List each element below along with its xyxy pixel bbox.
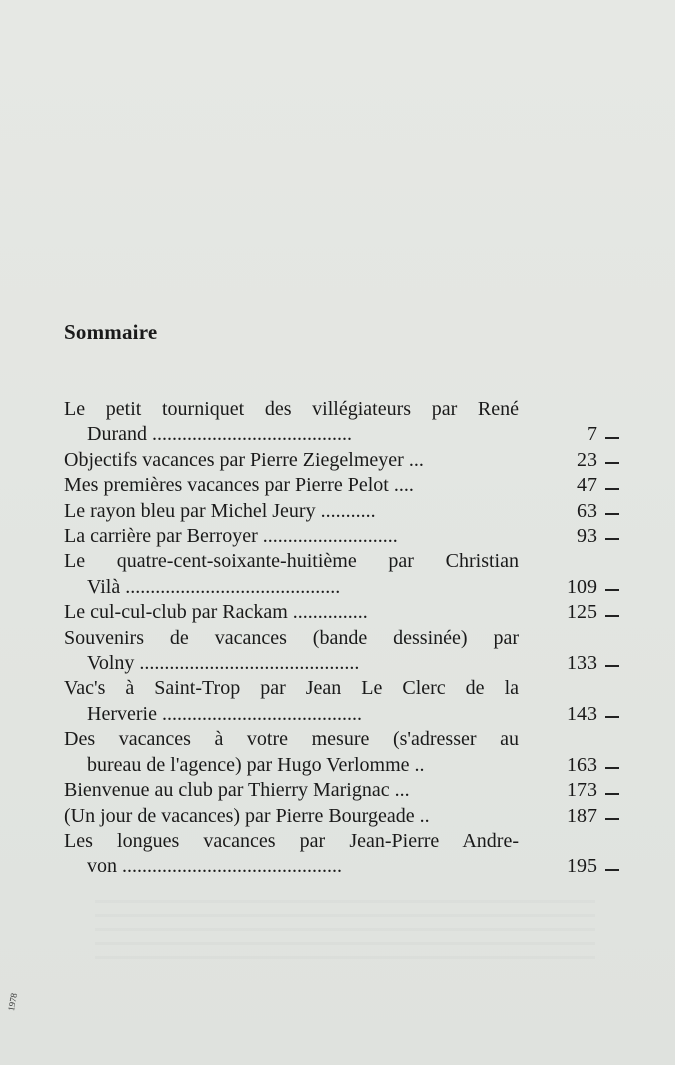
toc-page-number: 7 [587, 423, 597, 446]
toc-entry-title: Objectifs vacances par Pierre Ziegelmeyer ... [64, 448, 424, 471]
toc-entry-continuation: Vilà ........................................... [87, 575, 341, 598]
toc-entry [64, 626, 619, 677]
toc-entry [64, 829, 619, 880]
toc-entry-title: Souvenirs de vacances (bande dessinée) par [64, 626, 519, 649]
table-of-contents [64, 397, 619, 880]
toc-entry-continuation: bureau de l'agence) par Hugo Verlomme .. [87, 753, 425, 776]
toc-page-number: 23 [577, 448, 597, 471]
toc-entry [64, 397, 619, 448]
pencil-tick-mark [605, 488, 619, 490]
toc-entry [64, 804, 619, 829]
toc-entry-title: Bienvenue au club par Thierry Marignac ... [64, 779, 410, 802]
toc-page-number: 63 [577, 499, 597, 522]
toc-entry-continuation: Herverie ........................................ [87, 702, 362, 725]
show-through-text [270, 190, 650, 256]
toc-entry-title: Les longues vacances par Jean-Pierre Andre- [64, 829, 519, 852]
pencil-tick-mark [605, 818, 619, 820]
pencil-tick-mark [605, 767, 619, 769]
pencil-tick-mark [605, 665, 619, 667]
toc-entry-continuation: Volny ............................................ [87, 652, 360, 675]
pencil-tick-mark [605, 513, 619, 515]
margin-stamp: 1978 [6, 992, 19, 1012]
toc-entry [64, 524, 619, 549]
toc-entry-title: Mes premières vacances par Pierre Pelot .... [64, 474, 414, 497]
toc-entry [64, 473, 619, 498]
toc-entry [64, 549, 619, 600]
toc-entry [64, 727, 619, 778]
toc-entry [64, 600, 619, 625]
toc-entry-continuation: Durand ........................................ [87, 423, 352, 446]
toc-entry [64, 778, 619, 803]
toc-page-number: 173 [567, 779, 597, 802]
toc-entry-title: Le quatre-cent-soixante-huitième par Christian [64, 550, 519, 573]
toc-entry-title: Des vacances à votre mesure (s'adresser au [64, 728, 519, 751]
toc-entry [64, 499, 619, 524]
show-through-lines [95, 900, 595, 960]
toc-page-number: 195 [567, 855, 597, 878]
pencil-tick-mark [605, 462, 619, 464]
pencil-tick-mark [605, 437, 619, 439]
toc-entry-title: Le petit tourniquet des villégiateurs par René [64, 398, 519, 420]
toc-entry-title: La carrière par Berroyer ........................... [64, 525, 398, 548]
toc-entry [64, 676, 619, 727]
toc-page-number: 47 [577, 474, 597, 497]
toc-page-number: 163 [567, 753, 597, 776]
toc-page-number: 125 [567, 601, 597, 624]
toc-page-number: 187 [567, 804, 597, 827]
toc-entry [64, 448, 619, 473]
pencil-tick-mark [605, 538, 619, 540]
toc-entry-title: (Un jour de vacances) par Pierre Bourgeade .. [64, 804, 430, 827]
pencil-tick-mark [605, 716, 619, 718]
toc-page-number: 143 [567, 702, 597, 725]
pencil-tick-mark [605, 589, 619, 591]
toc-entry-title: Le cul-cul-club par Rackam ............... [64, 601, 368, 624]
pencil-tick-mark [605, 615, 619, 617]
pencil-tick-mark [605, 869, 619, 871]
toc-entry-title: Vac's à Saint-Trop par Jean Le Clerc de la [64, 677, 519, 700]
toc-entry-continuation: von ............................................ [87, 855, 342, 878]
toc-page-number: 109 [567, 575, 597, 598]
toc-title: Sommaire [64, 320, 158, 344]
toc-page-number: 93 [577, 525, 597, 548]
toc-entry-title: Le rayon bleu par Michel Jeury ........... [64, 499, 376, 522]
toc-page-number: 133 [567, 652, 597, 675]
pencil-tick-mark [605, 793, 619, 795]
